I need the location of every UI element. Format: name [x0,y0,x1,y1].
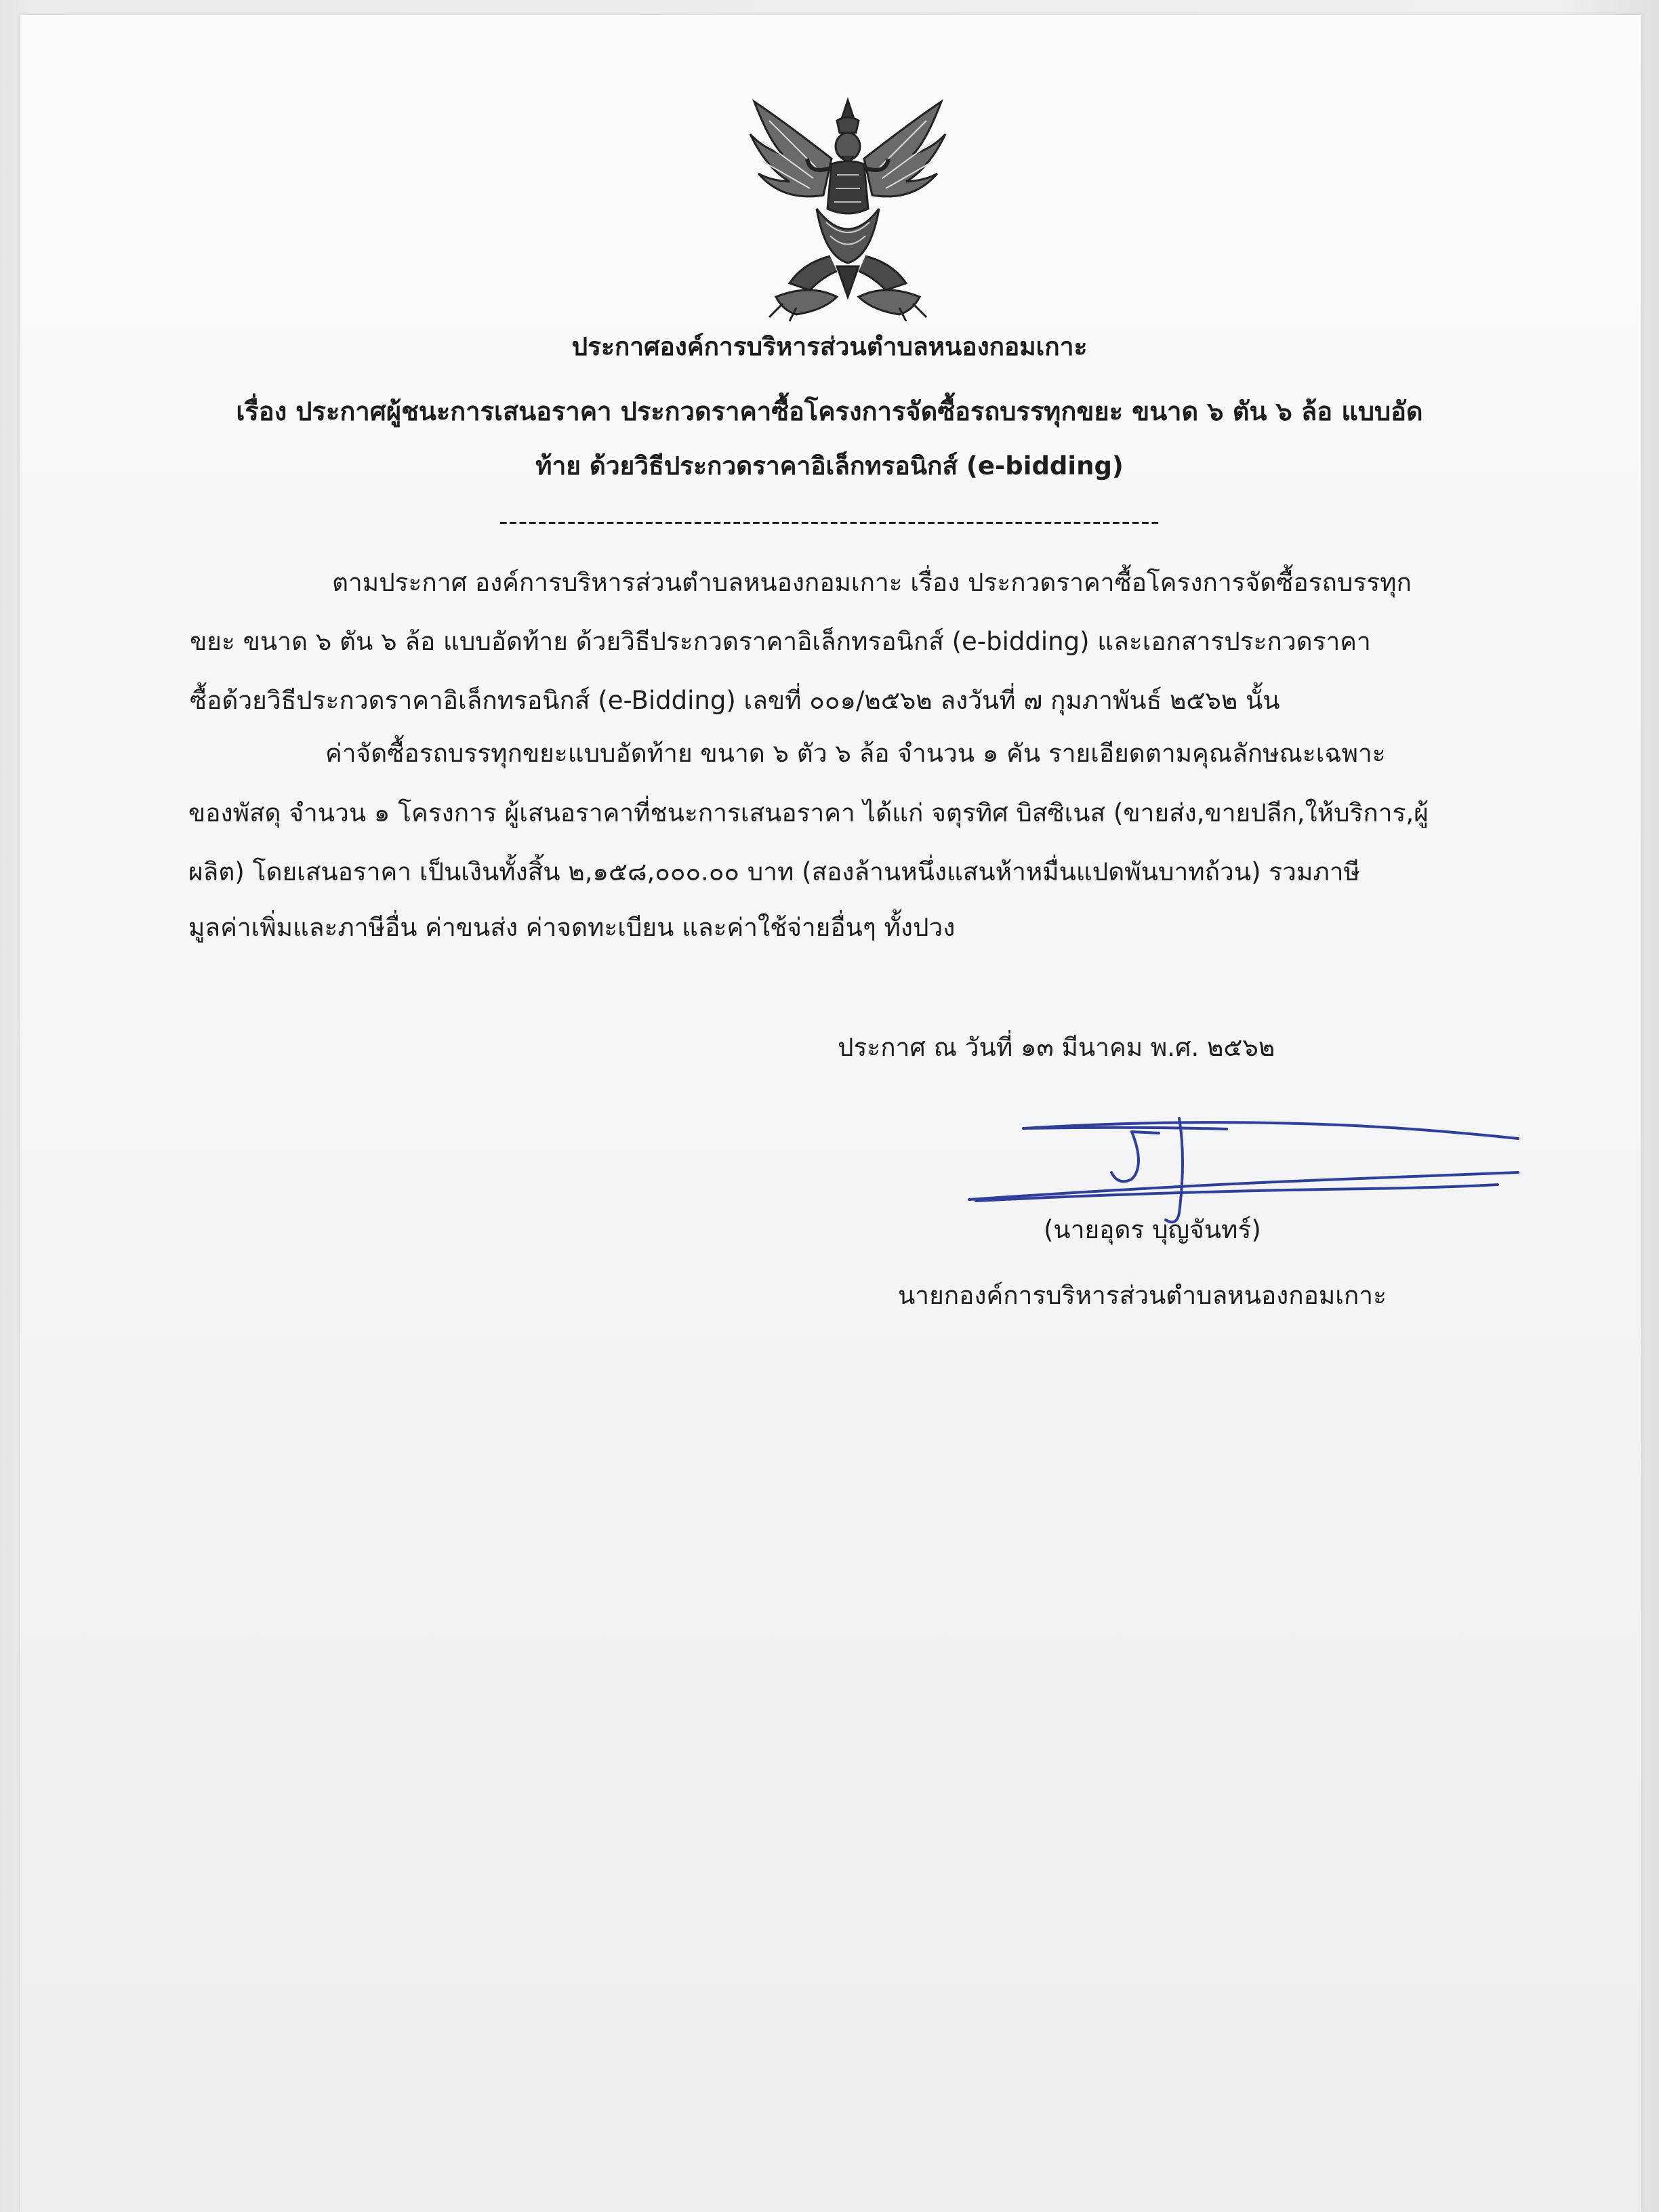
paragraph-1-line-2: ขยะ ขนาด ๖ ตัน ๖ ล้อ แบบอัดท้าย ด้วยวิธีประกวดราคาอิเล็กทรอนิกส์ (e-bidding) และเอกสารประกวดราคา [190,627,1371,656]
subject-line-2: ท้าย ด้วยวิธีประกวดราคาอิเล็กทรอนิกส์ (e-bidding) [535,451,1124,480]
signer-position: นายกองค์การบริหารส่วนตำบลหนองกอมเกาะ [898,1281,1387,1310]
paragraph-1-line-3: ซื้อด้วยวิธีประกวดราคาอิเล็กทรอนิกส์ (e-Bidding) เลขที่ ๐๐๑/๒๕๖๒ ลงวันที่ ๗ กุมภาพันธ์ ๒๕๖๒ นั้น [190,686,1280,715]
signer-name: (นายอุดร บุญจันทร์) [1044,1215,1261,1244]
paragraph-2-line-2: ของพัสดุ จำนวน ๑ โครงการ ผู้เสนอราคาที่ชนะการเสนอราคา ได้แก่ จตุรทิศ บิสซิเนส (ขายส่ง,ขายปลีก,ให้บริการ,ผู้ [188,798,1429,827]
paragraph-2-line-4: มูลค่าเพิ่มและภาษีอื่น ค่าขนส่ง ค่าจดทะเบียน และค่าใช้จ่ายอื่นๆ ทั้งปวง [188,913,956,942]
garuda-emblem-icon [742,94,954,324]
handwritten-signature [962,1105,1532,1233]
paragraph-2-line-3: ผลิต) โดยเสนอราคา เป็นเงินทั้งสิ้น ๒,๑๕๘,๐๐๐.๐๐ บาท (สองล้านหนึ่งแสนห้าหมื่นแปดพันบาทถ้วน) รวมภาษี [188,857,1360,886]
divider-line: -------------------------------------------------------------------- [499,507,1160,536]
subject-line-1: เรื่อง ประกาศผู้ชนะการเสนอราคา ประกวดราคาซื้อโครงการจัดซื้อรถบรรทุกขยะ ขนาด ๖ ตัน ๖ ล้อ แบบอัด [236,396,1423,426]
paragraph-1-line-1: ตามประกาศ องค์การบริหารส่วนตำบลหนองกอมเกาะ เรื่อง ประกวดราคาซื้อโครงการจัดซื้อรถบรรทุก [332,568,1412,597]
announcement-date: ประกาศ ณ วันที่ ๑๓ มีนาคม พ.ศ. ๒๕๖๒ [838,1033,1275,1062]
paragraph-2-line-1: ค่าจัดซื้อรถบรรทุกขยะแบบอัดท้าย ขนาด ๖ ตัว ๖ ล้อ จำนวน ๑ คัน รายเอียดตามคุณลักษณะเฉพาะ [325,739,1386,768]
announcement-title: ประกาศองค์การบริหารส่วนตำบลหนองกอมเกาะ [571,332,1088,361]
